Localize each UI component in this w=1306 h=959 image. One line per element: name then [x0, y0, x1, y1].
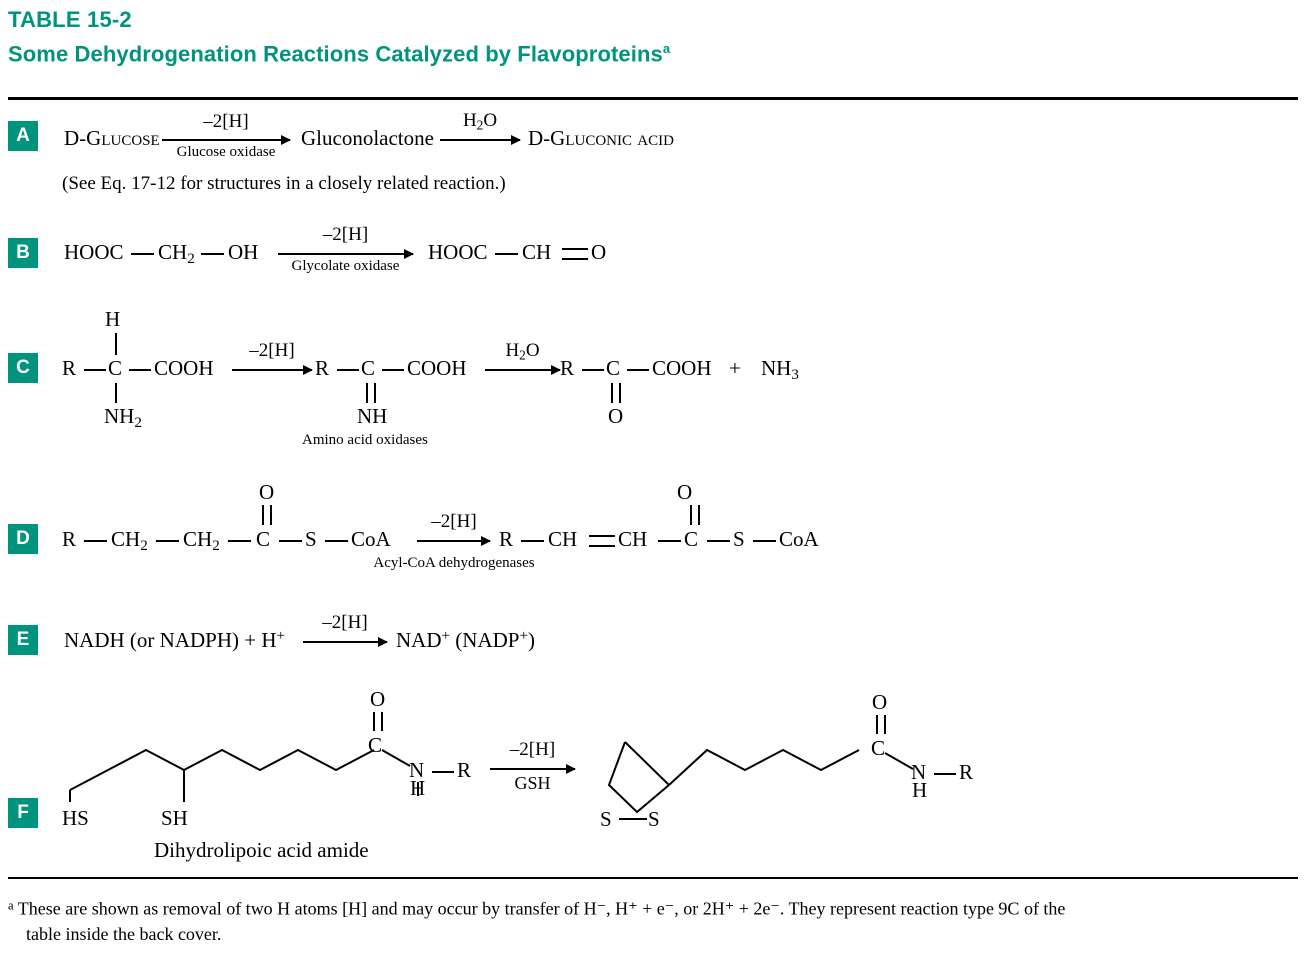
row-f-right-carbonyl-bond-b [884, 715, 886, 734]
row-f-right-s2: S [648, 807, 660, 831]
row-badge-a: A [8, 121, 38, 151]
row-f-left-h: H [410, 776, 426, 800]
row-c-ammonia: $NH_3$ [761, 356, 799, 383]
row-c-mid-c: C [361, 356, 376, 380]
row-b-product-2: CH [522, 240, 552, 264]
row-b-double-bond-lower [562, 258, 588, 260]
row-d-bond-7 [658, 540, 681, 542]
row-f-left-c: C [368, 733, 383, 757]
row-c-right-dbond-right [619, 383, 621, 403]
row-d-double-lower [589, 545, 615, 547]
row-a-arrow-2 [440, 139, 520, 141]
row-d-left-carbonyl-o: O [259, 480, 275, 504]
row-c-right-cooh: COOH [652, 356, 712, 380]
row-c-right-r: R [560, 356, 575, 380]
row-f-left-carbonyl-o: O [370, 687, 386, 711]
row-f-left-r: R [457, 758, 472, 782]
row-c-left-top-h: H [105, 307, 121, 331]
row-b-arrow-label-under: Glycolate oxidase [291, 258, 400, 274]
row-c-left-bond-r-c [84, 369, 106, 371]
row-d-bond-2 [156, 540, 179, 542]
row-b-double-bond-upper [562, 248, 588, 250]
row-c-left-bond-down [115, 383, 117, 403]
row-d-right-coa: CoA [779, 527, 819, 551]
row-d-bond-3 [228, 540, 251, 542]
row-f-right-carbonyl-bond-a [876, 715, 878, 734]
table-number: TABLE 15-2 [8, 7, 132, 32]
row-d-arrow-label-over: –2[H] [431, 511, 477, 532]
row-a-product: D-Gluconic acid [528, 126, 674, 150]
row-d-left-s: S [305, 527, 317, 551]
table-title-superscript: a [662, 41, 671, 56]
row-c-right-dbond-left [611, 383, 613, 403]
footnote-marker: a [8, 898, 14, 912]
row-d-right-s: S [733, 527, 745, 551]
row-b-reactant-1: HOOC [64, 240, 124, 264]
row-d-bond-4 [279, 540, 302, 542]
row-b-reactant-3: OH [228, 240, 259, 264]
row-d-right-c: C [684, 527, 699, 551]
row-c-arrow-2 [485, 369, 560, 371]
row-d-left-c: C [256, 527, 271, 551]
row-c-right-c: C [606, 356, 621, 380]
row-f-left-carbonyl-bond-a [373, 712, 375, 731]
row-d-left-ch2-b: $CH_2$ [183, 527, 220, 554]
row-d-bond-1 [84, 540, 107, 542]
row-c-right-bond-r-c [582, 369, 604, 371]
row-d-left-ch2-a: $CH_2$ [111, 527, 148, 554]
row-badge-f: F [8, 798, 38, 828]
row-a-arrow-1 [162, 139, 290, 141]
row-a-arrow1-label-over: –2[H] [203, 111, 249, 132]
row-b-product-3: O [591, 240, 607, 264]
row-b-bond-3 [495, 253, 518, 255]
row-b-product-1: HOOC [428, 240, 488, 264]
row-e-product: NAD+ (NADP+) [396, 628, 535, 652]
row-d-double-upper [589, 535, 615, 537]
row-c-arrow-1 [232, 369, 312, 371]
row-d-left-r: R [62, 527, 77, 551]
row-c-right-o: O [608, 404, 624, 428]
row-a-reactant: D-Glucose [64, 126, 160, 150]
row-f-left-hs: HS [62, 806, 89, 830]
row-c-left-c: C [108, 356, 123, 380]
row-f-right-h: H [912, 778, 928, 802]
row-a-intermediate: Gluconolactone [301, 126, 434, 150]
footnote-line-2: table inside the back cover. [26, 923, 222, 944]
row-f-right-r: R [959, 760, 974, 784]
row-c-left-r: R [62, 356, 77, 380]
row-b-bond-1 [131, 253, 154, 255]
row-c-mid-dbond-right [374, 383, 376, 403]
divider-bottom [8, 877, 1298, 879]
row-c-left-bond-up [115, 333, 117, 355]
row-b-reactant-2: $CH_2$ [158, 240, 195, 267]
row-f-left-carbonyl-bond-b [381, 712, 383, 731]
row-e-arrow-label-over: –2[H] [322, 612, 368, 633]
row-badge-b: B [8, 238, 38, 268]
row-badge-e: E [8, 625, 38, 655]
row-d-right-carbonyl-bond-b [698, 505, 700, 525]
row-badge-c: C [8, 353, 38, 383]
row-a-arrow1-label-under: Glucose oxidase [176, 144, 276, 160]
row-d-left-coa: CoA [351, 527, 391, 551]
row-f-right-c: C [871, 736, 886, 760]
row-d-right-carbonyl-o: O [677, 480, 693, 504]
row-c-arrow1-label-over: –2[H] [249, 340, 295, 361]
row-f-arrow-label-under: GSH [514, 773, 551, 793]
row-badge-d: D [8, 524, 38, 554]
row-d-arrow-label-under: Acyl-CoA dehydrogenases [373, 555, 535, 571]
row-c-mid-r: R [315, 356, 330, 380]
row-c-mid-nh: NH [357, 404, 388, 428]
row-b-arrow [278, 253, 413, 255]
table-header [8, 6, 670, 69]
row-c-mid-bond-c-cooh [382, 369, 404, 371]
row-e-arrow [303, 641, 387, 643]
row-f-right-s1: S [600, 807, 612, 831]
row-f-left-skeleton [60, 680, 420, 820]
row-f-left-n-r-bond [432, 771, 454, 773]
row-c-left-cooh: COOH [154, 356, 214, 380]
row-f-left-n: N [409, 758, 425, 782]
row-c-right-bond-c-cooh [627, 369, 649, 371]
row-a-note: (See Eq. 17-12 for structures in a closely related reaction.) [62, 173, 506, 194]
row-c-mid-dbond-left [366, 383, 368, 403]
row-d-right-carbonyl-bond-a [690, 505, 692, 525]
row-f-right-n-r-bond [934, 773, 956, 775]
row-c-mid-bond-r-c [337, 369, 359, 371]
row-f-left-sh: SH [161, 806, 188, 830]
row-c-enzyme-label: Amino acid oxidases [302, 432, 428, 448]
row-d-bond-8 [707, 540, 730, 542]
row-c-left-bond-c-cooh [129, 369, 151, 371]
row-d-bond-6 [521, 540, 544, 542]
row-d-bond-9 [753, 540, 776, 542]
row-f-caption: Dihydrolipoic acid amide [154, 838, 369, 862]
row-c-mid-cooh: COOH [407, 356, 467, 380]
row-c-left-nh2: $NH_2$ [104, 404, 142, 431]
footnote-line-1: These are shown as removal of two H atoms [H] and may occur by transfer of H⁻, H⁺ + e⁻, or 2H⁺ + 2e⁻. They represent reaction type 9C of the [13, 898, 1066, 919]
row-d-bond-5 [325, 540, 348, 542]
footnote [8, 893, 1298, 947]
row-a-arrow2-label-over: $H_2O$ [462, 110, 498, 133]
table-title [8, 34, 670, 69]
row-d-left-carbonyl-bond-b [270, 505, 272, 525]
row-c-arrow2-label-over: $H_2O$ [505, 340, 540, 363]
row-b-bond-2 [201, 253, 224, 255]
row-d-right-ch-b: CH [618, 527, 648, 551]
table-title-text: Some Dehydrogenation Reactions Catalyzed by Flavoproteins [8, 41, 663, 67]
row-d-left-carbonyl-bond-a [262, 505, 264, 525]
row-f-right-n: N [911, 760, 927, 784]
row-f-arrow [490, 768, 575, 770]
row-f-right-carbonyl-o: O [872, 690, 888, 714]
row-d-right-ch-a: CH [548, 527, 578, 551]
row-d-arrow [417, 540, 490, 542]
divider-top [8, 97, 1298, 100]
row-d-right-r: R [499, 527, 514, 551]
row-f-arrow-label-over: –2[H] [509, 739, 556, 760]
row-b-arrow-label-over: –2[H] [322, 224, 369, 245]
row-e-reactant: NADH (or NADPH) + H+ [64, 628, 286, 652]
row-c-plus: + [729, 356, 741, 380]
